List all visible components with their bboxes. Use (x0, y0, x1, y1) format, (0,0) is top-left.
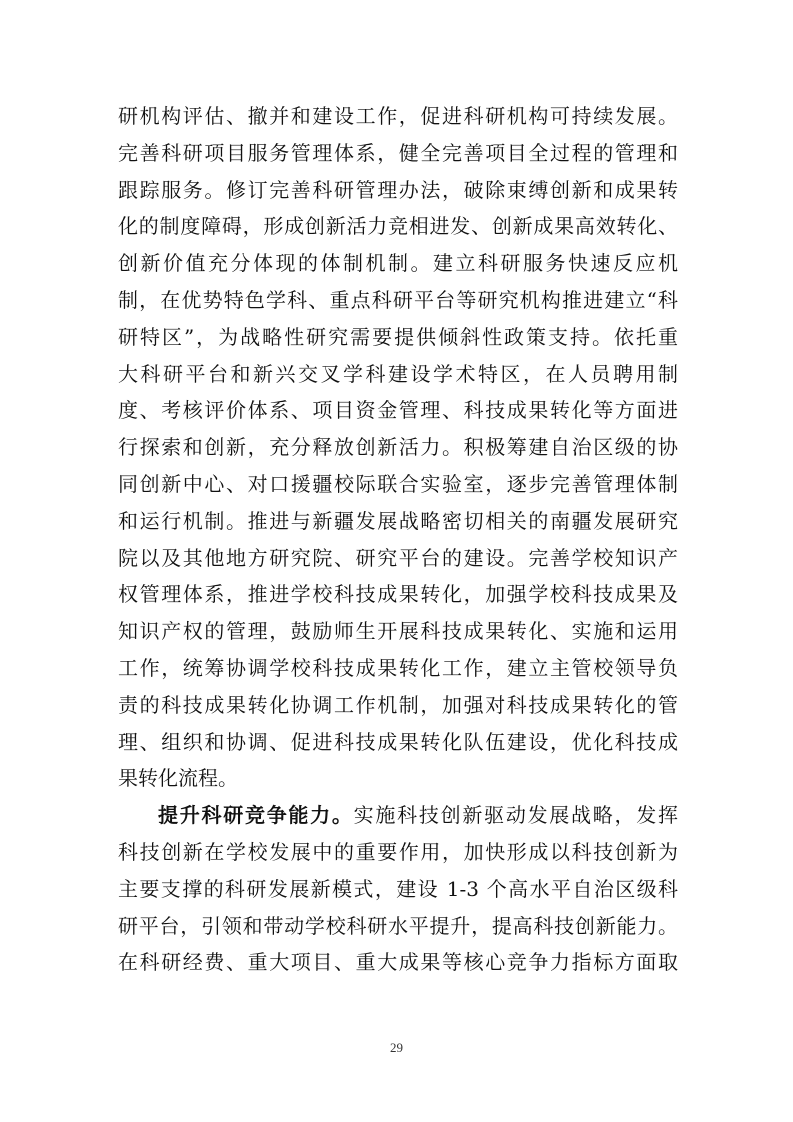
text-line: 知识产权的管理，鼓励师生开展科技成果转化、实施和运用 (118, 619, 678, 644)
text-line: 创新价值充分体现的体制机制。建立科研服务快速反应机 (118, 251, 678, 276)
text-line: 工作，统筹协调学校科技成果转化工作，建立主管校领导负 (118, 655, 678, 680)
text-line: 行探索和创新，充分释放创新活力。积极筹建自治区级的协 (118, 435, 678, 460)
text-line: 大科研平台和新兴交叉学科建设学术特区，在人员聘用制 (118, 361, 678, 386)
text-line: 主要支撑的科研发展新模式，建设 1-3 个高水平自治区级科 (118, 876, 678, 901)
text-fragment: 实施科技创新驱动发展战略，发挥 (353, 803, 679, 828)
text-line: 果转化流程。 (118, 766, 238, 791)
text-line: 化的制度障碍，形成创新活力竞相进发、创新成果高效转化、 (118, 214, 678, 239)
text-line: 院以及其他地方研究院、研究平台的建设。完善学校知识产 (118, 545, 678, 570)
text-line: 研机构评估、撤并和建设工作，促进科研机构可持续发展。 (118, 104, 678, 128)
paragraph-first-line (118, 797, 678, 834)
section-heading: 提升科研竞争能力。 (158, 803, 354, 828)
text-line: 在科研经费、重大项目、重大成果等核心竞争力指标方面取 (118, 950, 678, 975)
text-line: 度、考核评价体系、项目资金管理、科技成果转化等方面进 (118, 398, 678, 423)
text-line: 和运行机制。推进与新疆发展战略密切相关的南疆发展研究 (118, 508, 678, 533)
body-text (118, 98, 678, 981)
text-line: 研特区”，为战略性研究需要提供倾斜性政策支持。依托重 (118, 324, 678, 349)
text-line: 制，在优势特色学科、重点科研平台等研究机构推进建立“科 (118, 287, 678, 312)
text-line: 研平台，引领和带动学校科研水平提升，提高科技创新能力。 (118, 913, 678, 938)
text-line: 同创新中心、对口援疆校际联合实验室，逐步完善管理体制 (118, 471, 678, 496)
text-line: 责的科技成果转化协调工作机制，加强对科技成果转化的管 (118, 692, 678, 717)
text-line: 权管理体系，推进学校科技成果转化，加强学校科技成果及 (118, 582, 678, 607)
text-line: 跟踪服务。修订完善科研管理办法，破除束缚创新和成果转 (118, 177, 678, 202)
text-line: 理、组织和协调、促进科技成果转化队伍建设，优化科技成 (118, 729, 678, 754)
text-line: 科技创新在学校发展中的重要作用，加快形成以科技创新为 (118, 839, 678, 864)
text-line: 完善科研项目服务管理体系，健全完善项目全过程的管理和 (118, 140, 678, 165)
page-number: 29 (390, 1040, 403, 1055)
